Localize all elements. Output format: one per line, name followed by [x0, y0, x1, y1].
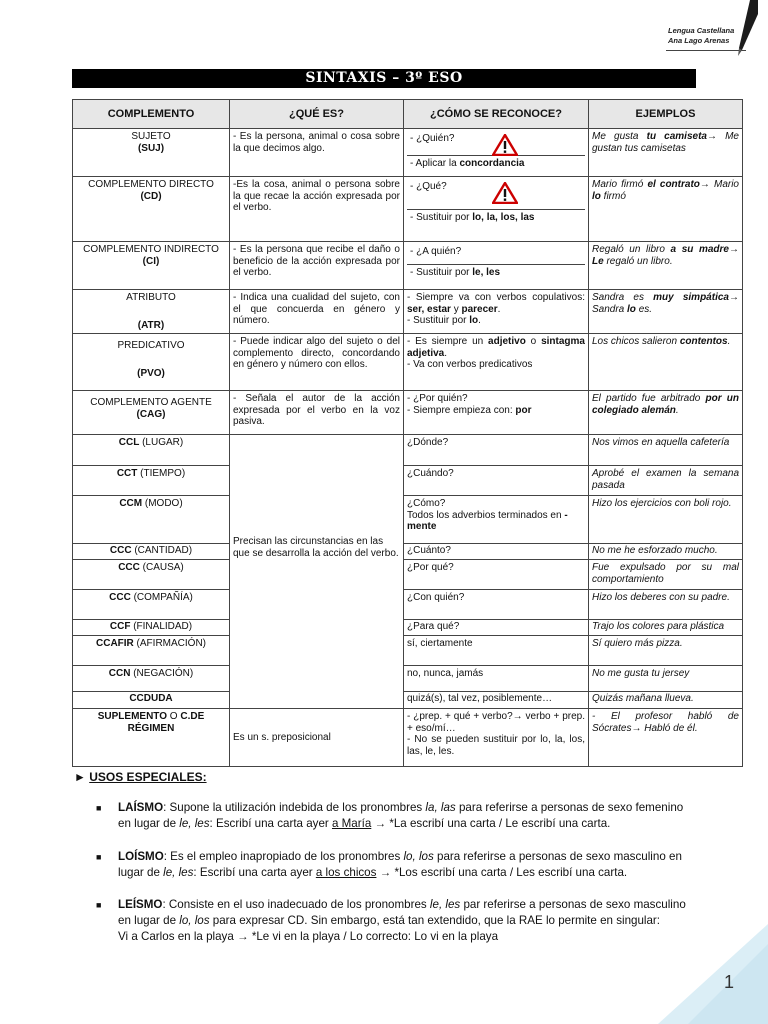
keyword: por — [515, 404, 532, 416]
section-title: USOS ESPECIALES: — [89, 770, 207, 784]
table-header-row — [73, 100, 743, 129]
example-highlight: lo — [627, 303, 636, 315]
example-text: → Sandra — [592, 292, 739, 315]
complement-name: COMPLEMENTO INDIRECTO — [83, 244, 219, 255]
example-highlight: lo — [592, 190, 601, 202]
example-text: Mario firmó — [592, 179, 648, 190]
recognition-line: - No se pueden sustituir por lo, la, los, las, le, les. — [407, 734, 585, 757]
complement-cell — [73, 391, 230, 435]
recognition-cell — [404, 709, 589, 767]
definition-text: → *Los escribí una carta / Les escribí una carta. — [376, 866, 628, 879]
keyword: adjetivo — [488, 336, 526, 348]
table-row — [73, 709, 743, 767]
recognition-line: - ¿Qué? — [410, 181, 447, 192]
complement-abbr: (SUJ) — [137, 142, 165, 154]
complement-cell — [73, 666, 230, 692]
table-row — [73, 544, 743, 560]
example-highlight: por un colegiado alemán — [592, 393, 740, 416]
warning-icon — [492, 182, 518, 204]
example-cell: - El profesor habló de Sócrates→ Habló de él. — [589, 709, 743, 767]
complement-name: (COMPAÑÍA) — [130, 592, 193, 604]
table-row — [73, 590, 743, 620]
table-row — [73, 636, 743, 666]
complement-abbr: CCN — [108, 668, 131, 680]
recognition-cell — [404, 496, 589, 544]
example-cell: No me he esforzado mucho. — [589, 544, 743, 560]
complement-abbr: CCF — [109, 621, 131, 633]
complement-name: (MODO) — [142, 498, 183, 510]
author-block — [668, 26, 734, 46]
example-text: Sandra es — [592, 292, 654, 303]
definition-text: para referirse a personas de sexo femenino en lugar de — [118, 801, 684, 830]
complement-abbr: C.DE RÉGIMEN — [127, 711, 205, 734]
recognition-cell: ¿Para qué? — [404, 620, 589, 636]
complement-name: (LUGAR) — [139, 437, 184, 449]
recognition-text: y — [450, 303, 462, 315]
example-cell — [589, 129, 743, 177]
list-item — [96, 849, 696, 881]
pronoun: lo, los — [179, 914, 210, 927]
complement-abbr: SUPLEMENTO — [97, 711, 168, 723]
keyword: concordancia — [459, 158, 525, 169]
pronoun: la, las — [425, 801, 456, 814]
pronoun: le, les — [163, 866, 194, 879]
definition-cell: - Es la persona que recibe el daño o beneficio de la acción expresada por el verbo. — [230, 242, 404, 290]
complement-name: O — [167, 711, 181, 723]
term: LEÍSMO — [118, 898, 163, 911]
definition-text: par referirse a personas de sexo masculino en lugar de — [118, 898, 686, 927]
recognition-cell: ¿Con quién? — [404, 590, 589, 620]
complement-abbr: CCT — [116, 468, 138, 480]
recognition-line: - ¿A quién? — [410, 246, 462, 257]
definition-cell: - Es la persona, animal o cosa sobre la que decimos algo. — [230, 129, 404, 177]
complement-cell — [73, 242, 230, 290]
complement-cell — [73, 435, 230, 466]
complement-name: (CANTIDAD) — [131, 545, 193, 557]
recognition-cell — [404, 242, 589, 290]
example-cell — [589, 290, 743, 334]
recognition-line: - ¿Por quién? — [407, 393, 468, 405]
table-row — [73, 560, 743, 590]
complement-name: COMPLEMENTO AGENTE — [90, 397, 212, 409]
example-cell: Nos vimos en aquella cafetería — [589, 435, 743, 466]
complement-cell — [73, 590, 230, 620]
page-title: SINTAXIS – 3º ESO — [72, 69, 696, 88]
example-text: Me gusta — [592, 131, 647, 142]
recognition-line: Todos los adverbios terminados en — [407, 509, 565, 521]
complement-abbr: CCC — [109, 592, 131, 604]
term: LOÍSMO — [118, 850, 164, 863]
recognition-cell — [404, 177, 589, 242]
example-text: es. — [635, 303, 653, 315]
table-row — [73, 620, 743, 636]
page-number: 1 — [724, 972, 735, 992]
table-row — [73, 466, 743, 496]
definition-text: : Es el empleo inapropiado de los pronombres — [163, 850, 404, 863]
header-como-se-reconoce: ¿CÓMO SE RECONOCE? — [404, 100, 589, 129]
fountain-pen-icon — [728, 0, 758, 56]
example-cell — [589, 391, 743, 435]
recognition-cell — [404, 290, 589, 334]
keyword: parecer — [461, 303, 498, 315]
complement-cell — [73, 466, 230, 496]
definition-text: : Escribí una carta ayer — [193, 866, 316, 879]
example-text: → — [729, 244, 739, 255]
table-row — [73, 242, 743, 290]
definition-cell: Es un s. preposicional — [230, 709, 404, 767]
recognition-cell — [404, 391, 589, 435]
complement-cell — [73, 692, 230, 709]
underlined-example: a María — [331, 817, 372, 830]
table-row — [73, 666, 743, 692]
complement-name: (AFIRMACIÓN) — [133, 638, 206, 650]
definition-cell: -Es la cosa, animal o persona sobre la que recae la acción expresada por el verbo. — [230, 177, 404, 242]
keyword: le, les — [472, 267, 501, 278]
recognition-text: . — [478, 315, 481, 327]
bullet-icon: ■ — [96, 852, 102, 862]
definition-text: → *La escribí una carta / Le escribí una carta. — [371, 817, 611, 830]
example-text: . — [675, 404, 679, 416]
example-text: El partido fue arbitrado — [592, 393, 706, 405]
list-item — [96, 800, 696, 832]
keyword: sintagma adjetiva — [407, 336, 585, 359]
example-text: Los chicos salieron — [592, 336, 680, 348]
recognition-cell: quizá(s), tal vez, posiblemente… — [404, 692, 589, 709]
definition-text: : Supone la utilización indebida de los pronombres — [163, 801, 426, 814]
syntax-table — [72, 99, 743, 767]
complement-name: ATRIBUTO — [126, 292, 176, 303]
complement-abbr: CCM — [119, 498, 143, 510]
definition-text: para expresar CD. Sin embargo, está tan extendido, que la RAE lo permite en singular: — [209, 914, 661, 927]
table-row — [73, 177, 743, 242]
table-row — [73, 692, 743, 709]
keyword: lo — [469, 315, 479, 327]
subject-label: Lengua Castellana — [668, 26, 735, 35]
definition-text: para referirse a personas de sexo masculino en lugar de — [118, 850, 682, 879]
definition-text: Vi a Carlos en la playa → *Le vi en la playa / Lo correcto: Lo vi en la playa — [118, 930, 499, 943]
pronoun: le, les — [179, 817, 210, 830]
recognition-line: - Siempre empieza con: — [407, 404, 516, 416]
complement-abbr: CCC — [118, 562, 140, 574]
definition-cell: Precisan las circunstancias en las que se desarrolla la acción del verbo. — [230, 435, 404, 709]
example-cell: Hizo los ejercicios con boli rojo. — [589, 496, 743, 544]
keyword: -mente — [407, 509, 568, 533]
recognition-line: - Sustituir por — [410, 212, 473, 223]
example-cell: Trajo los colores para plástica — [589, 620, 743, 636]
complement-cell — [73, 177, 230, 242]
example-text: . — [727, 336, 731, 348]
definition-text: : Escribí una carta ayer — [209, 817, 332, 830]
recognition-cell: no, nunca, jamás — [404, 666, 589, 692]
recognition-cell: ¿Por qué? — [404, 560, 589, 590]
recognition-cell: ¿Cuándo? — [404, 466, 589, 496]
example-text: firmó — [600, 190, 626, 202]
keyword: ser, estar — [407, 303, 451, 315]
complement-name: (FINALIDAD) — [130, 621, 193, 633]
underlined-example: a los chicos — [315, 866, 377, 879]
complement-cell — [73, 560, 230, 590]
complement-abbr: (CAG) — [136, 408, 166, 420]
complement-name: COMPLEMENTO DIRECTO — [88, 179, 214, 190]
example-cell — [589, 334, 743, 391]
definition-text: : Consiste en el uso inadecuado de los pronombres — [162, 898, 430, 911]
complement-abbr: (ATR) — [137, 319, 165, 331]
complement-name: (TIEMPO) — [137, 468, 186, 480]
recognition-line: - Sustituir por — [407, 315, 470, 327]
recognition-cell: ¿Cuánto? — [404, 544, 589, 560]
example-cell: Aprobé el examen la semana pasada — [589, 466, 743, 496]
complement-cell — [73, 709, 230, 767]
recognition-line: - ¿prep. + qué + verbo?→ verbo + prep. + eso/mí… — [407, 711, 585, 734]
example-cell — [589, 177, 743, 242]
recognition-line: - ¿Quién? — [410, 133, 455, 144]
bullet-icon: ■ — [96, 900, 102, 910]
table-row — [73, 496, 743, 544]
table-row — [73, 334, 743, 391]
recognition-text: . — [497, 303, 501, 315]
recognition-cell — [404, 334, 589, 391]
complement-cell — [73, 496, 230, 544]
complement-cell — [73, 636, 230, 666]
complement-abbr: CCC — [109, 545, 132, 557]
complement-abbr: (PVO) — [137, 367, 165, 379]
recognition-line: ¿Cómo? — [407, 498, 446, 510]
complement-cell — [73, 129, 230, 177]
complement-cell — [73, 334, 230, 391]
author-name: Ana Lago Arenas — [668, 36, 730, 45]
example-highlight: muy simpática — [653, 292, 729, 303]
recognition-line: - Siempre va con verbos copulativos: — [407, 292, 585, 303]
definition-cell: - Indica una cualidad del sujeto, con el que concuerda en género y número. — [230, 290, 404, 334]
recognition-cell: ¿Dónde? — [404, 435, 589, 466]
recognition-line: - Es siempre un — [407, 336, 489, 348]
example-highlight: contentos — [679, 336, 728, 348]
header-ejemplos: EJEMPLOS — [589, 100, 743, 129]
example-cell: Quizás mañana llueva. — [589, 692, 743, 709]
example-cell: Hizo los deberes con su padre. — [589, 590, 743, 620]
recognition-line: - Aplicar la — [410, 158, 460, 169]
recognition-line: - Va con verbos predicativos — [407, 359, 533, 371]
example-cell: Fue expulsado por su mal comportamiento — [589, 560, 743, 590]
complement-abbr: CCDUDA — [129, 693, 173, 705]
pronoun: le, les — [429, 898, 461, 911]
header-complemento: COMPLEMENTO — [73, 100, 230, 129]
complement-abbr: CCL — [118, 437, 140, 449]
warning-icon — [492, 134, 518, 156]
complement-name: (NEGACIÓN) — [130, 668, 194, 680]
definition-cell: - Señala el autor de la acción expresada por el verbo en la voz pasiva. — [230, 391, 404, 435]
page-corner-decoration — [658, 924, 768, 1024]
example-text: → Mario — [699, 179, 739, 190]
table-row — [73, 290, 743, 334]
recognition-cell: sí, ciertamente — [404, 636, 589, 666]
complement-name: (CAUSA) — [139, 562, 184, 574]
recognition-text: o — [525, 336, 542, 348]
header-que-es: ¿QUÉ ES? — [230, 100, 404, 129]
complement-cell — [73, 290, 230, 334]
pronoun: lo, los — [403, 850, 434, 863]
example-text: regaló un libro. — [603, 255, 673, 267]
bullet-icon: ■ — [96, 803, 102, 813]
table-row — [73, 435, 743, 466]
example-highlight: tu camiseta — [646, 131, 707, 142]
example-highlight: a su madre — [670, 244, 729, 255]
section-heading: ► USOS ESPECIALES: — [74, 770, 207, 784]
example-highlight: el contrato — [647, 179, 700, 190]
definition-cell: - Puede indicar algo del sujeto o del complemento directo, concordando en género y número con ellos. — [230, 334, 404, 391]
example-cell — [589, 242, 743, 290]
example-cell: No me gusta tu jersey — [589, 666, 743, 692]
example-text: → Me gustan tus camisetas — [592, 131, 739, 154]
complement-abbr: (CI) — [142, 255, 160, 267]
complement-abbr: (CD) — [140, 190, 162, 202]
example-highlight: Le — [592, 255, 604, 267]
complement-cell — [73, 544, 230, 560]
complement-name: PREDICATIVO — [117, 340, 185, 352]
keyword: lo, la, los, las — [472, 212, 535, 223]
complement-name: SUJETO — [131, 131, 171, 142]
complement-abbr: CCAFIR — [96, 638, 134, 650]
complement-cell — [73, 620, 230, 636]
term: LAÍSMO — [118, 801, 164, 814]
recognition-cell — [404, 129, 589, 177]
table-row — [73, 129, 743, 177]
recognition-line: - Sustituir por — [410, 267, 473, 278]
table-row — [73, 391, 743, 435]
example-cell: Sí quiero más pizza. — [589, 636, 743, 666]
recognition-text: . — [444, 347, 448, 359]
example-text: Regaló un libro — [592, 244, 671, 255]
list-item — [96, 897, 696, 945]
